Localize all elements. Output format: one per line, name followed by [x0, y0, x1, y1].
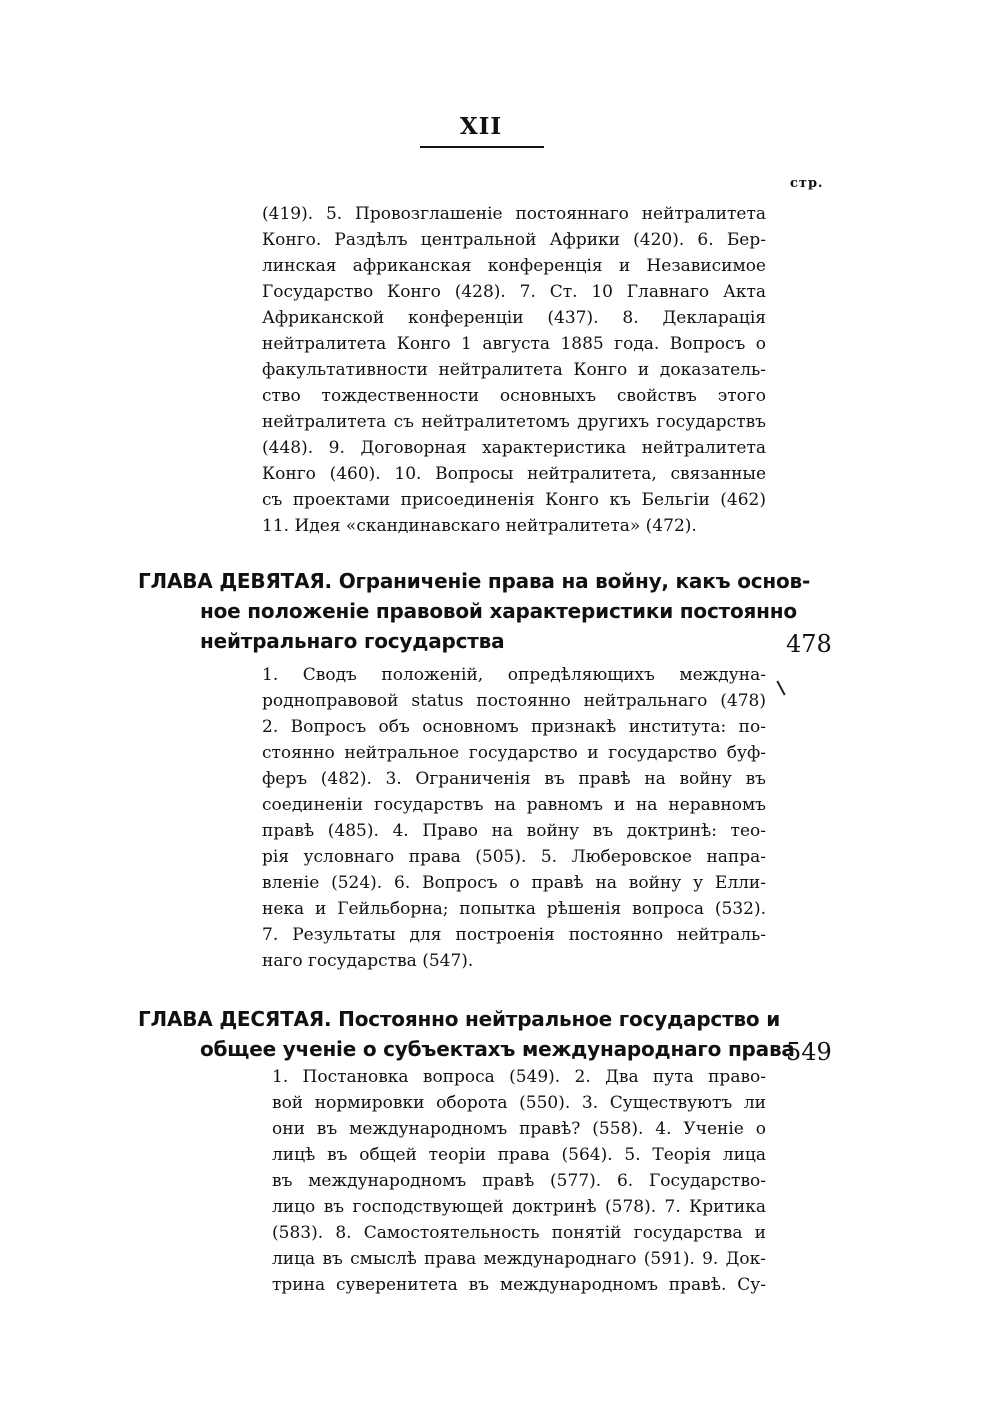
page-number: XII [459, 113, 503, 140]
text-line: вой нормировки оборота (550). 3. Существуютъ ли [272, 1093, 766, 1113]
heading-line: ное положеніе правовой характеристики постоянно [200, 599, 797, 623]
text-line: лица въ смыслѣ права международнаго (591). 9. Док- [272, 1249, 766, 1269]
page-column-label: стр. [790, 176, 824, 191]
heading-line: нейтральнаго государства [200, 629, 505, 653]
text-line: рія условнаго права (505). 5. Люберовское напра- [262, 847, 766, 867]
text-line: линская африканская конференція и Независимое [262, 256, 766, 276]
text-line: родноправовой status постоянно нейтральнаго (478) [262, 691, 766, 711]
text-line: Государство Конго (428). 7. Ст. 10 Главнаго Акта [262, 282, 766, 302]
text-line: 11. Идея «скандинавскаго нейтралитета» (472). [262, 516, 697, 536]
text-line: соединеніи государствъ на равномъ и на неравномъ [262, 795, 766, 815]
text-line: 1. Сводъ положеній, опредѣляющихъ междуна- [262, 665, 766, 685]
chapter-ten-page-number: 549 [786, 1038, 832, 1066]
text-line: правѣ (485). 4. Право на войну въ доктринѣ: тео- [262, 821, 766, 841]
text-line: трина суверенитета въ международномъ правѣ. Су- [272, 1275, 766, 1295]
text-line: они въ международномъ правѣ? (558). 4. Ученіе о [272, 1119, 766, 1139]
text-line: лицо въ господствующей доктринѣ (578). 7. Критика [272, 1197, 766, 1217]
text-line: нейтралитета съ нейтралитетомъ другихъ государствъ [262, 412, 766, 432]
heading-line: ГЛАВА ДЕВЯТАЯ. Ограниченіе права на войну, какъ основ- [138, 569, 811, 593]
text-line: Конго. Раздѣлъ центральной Африки (420). 6. Бер- [262, 230, 766, 250]
heading-line: ГЛАВА ДЕСЯТАЯ. Постоянно нейтральное государство и [138, 1007, 781, 1031]
text-line: стоянно нейтральное государство и государство буф- [262, 743, 766, 763]
text-line: феръ (482). 3. Ограниченія въ правѣ на войну въ [262, 769, 766, 789]
text-line: ство тождественности основныхъ свойствъ этого [262, 386, 766, 406]
text-line: въ международномъ правѣ (577). 6. Государство- [272, 1171, 766, 1191]
text-line: наго государства (547). [262, 951, 474, 971]
header-rule [420, 146, 544, 148]
heading-line: общее ученіе о субъектахъ международнаго права [200, 1037, 795, 1061]
text-line: нейтралитета Конго 1 августа 1885 года. Вопросъ о [262, 334, 766, 354]
text-line: 1. Постановка вопроса (549). 2. Два пута право- [272, 1067, 766, 1087]
chapter-ten-contents [272, 1064, 766, 1298]
text-line: Африканской конференціи (437). 8. Декларація [262, 308, 766, 328]
intro-paragraph [262, 201, 766, 539]
text-line: 7. Результаты для построенія постоянно нейтраль- [262, 925, 766, 945]
text-line: лицѣ въ общей теоріи права (564). 5. Теорія лица [272, 1145, 766, 1165]
text-line: Конго (460). 10. Вопросы нейтралитета, связанные [262, 464, 766, 484]
text-line: (583). 8. Самостоятельность понятій государства и [272, 1223, 766, 1243]
text-line: вленіе (524). 6. Вопросъ о правѣ на войну у Елли- [262, 873, 766, 893]
text-line: (419). 5. Провозглашеніе постояннаго нейтралитета [262, 204, 766, 224]
text-line: факультативности нейтралитета Конго и доказатель- [262, 360, 766, 380]
chapter-ten-heading [138, 1004, 795, 1064]
text-line: нека и Гейльборна; попытка рѣшенія вопроса (532). [262, 899, 766, 919]
chapter-nine-page-number: 478 [786, 630, 832, 658]
text-line: (448). 9. Договорная характеристика нейтралитета [262, 438, 766, 458]
stray-print-mark [776, 680, 785, 695]
chapter-nine-contents [262, 662, 766, 974]
text-line: 2. Вопросъ объ основномъ признакѣ института: по- [262, 717, 766, 737]
text-line: съ проектами присоединенія Конго къ Бельгіи (462) [262, 490, 766, 510]
